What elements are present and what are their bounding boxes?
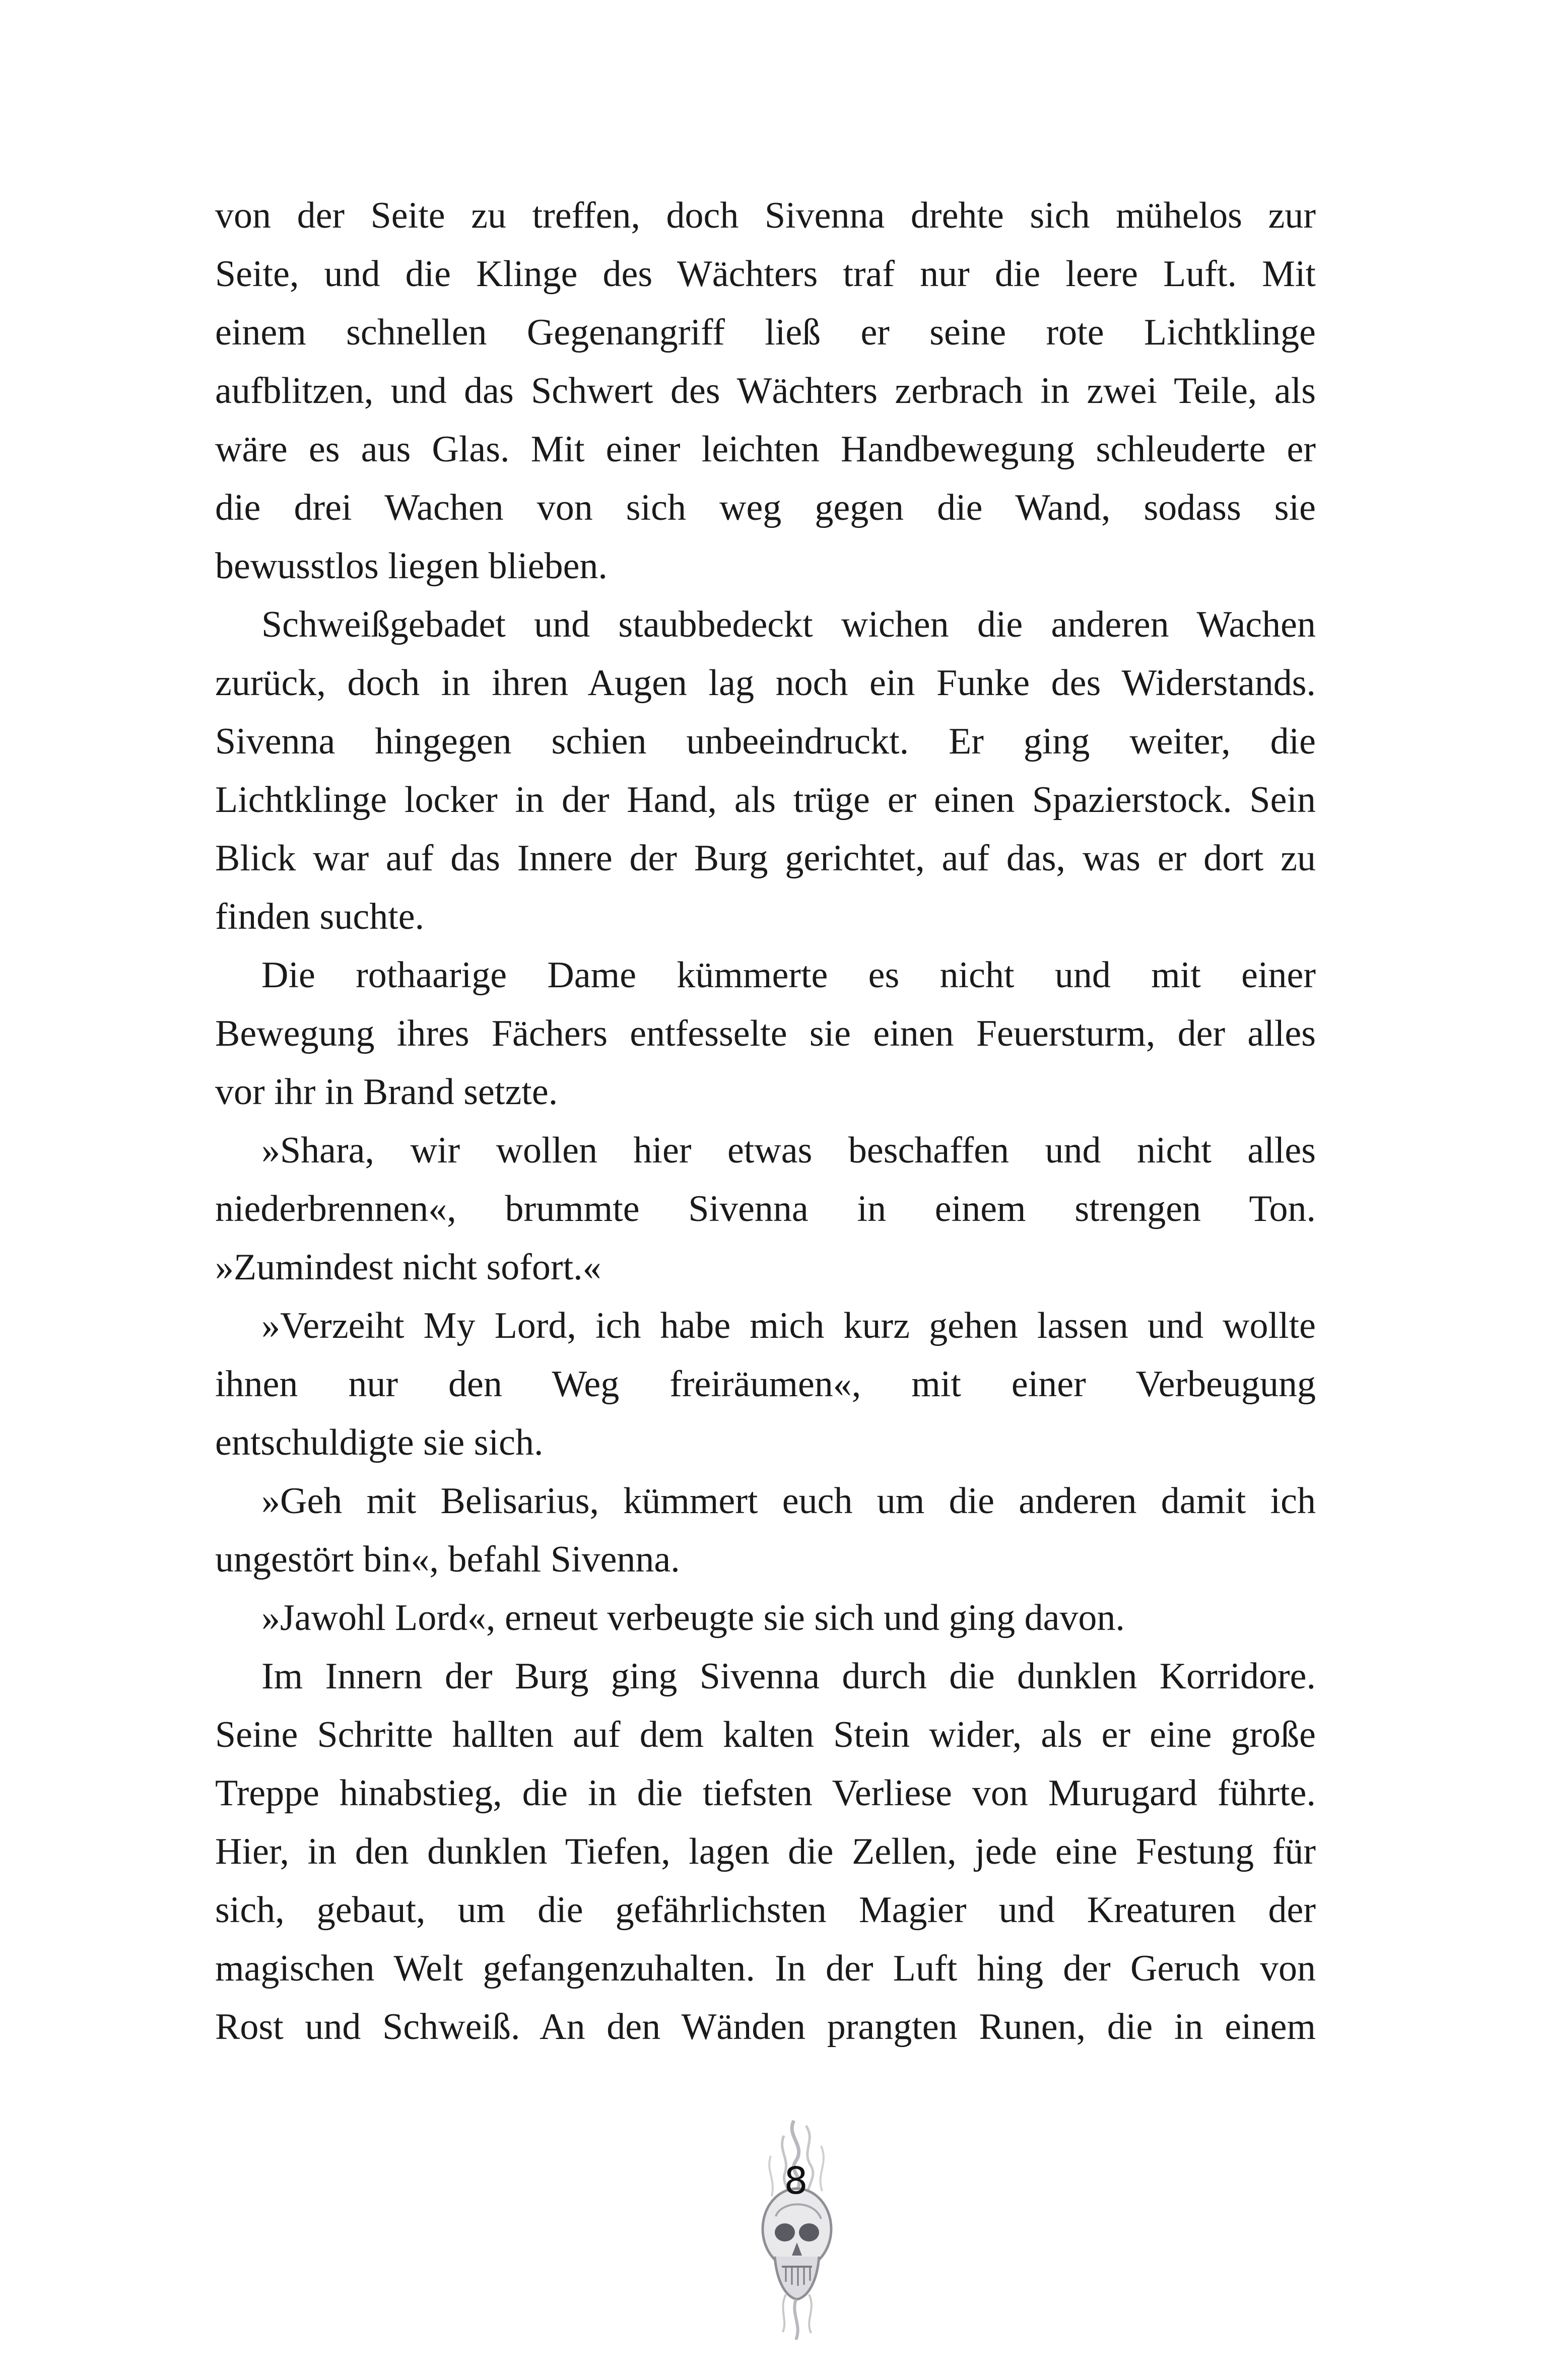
- text-line: finden suchte.: [215, 896, 425, 937]
- text-line: von der Seite zu treffen, doch Sivenna drehte sich mühelos zur: [215, 195, 1316, 236]
- text-line: vor ihr in Brand setzte.: [215, 1071, 558, 1113]
- text-line: »Geh mit Belisarius, kümmert euch um die anderen damit ich: [261, 1480, 1316, 1522]
- skull-with-smoke-icon: [746, 2116, 846, 2347]
- text-line: magischen Welt gefangenzuhalten. In der Luft hing der Geruch von: [215, 1948, 1316, 1989]
- text-line: Schweißgebadet und staubbedeckt wichen die anderen Wachen: [261, 604, 1316, 645]
- text-line: die drei Wachen von sich weg gegen die Wand, sodass sie: [215, 487, 1316, 528]
- text-line: sich, gebaut, um die gefährlichsten Magier und Kreaturen der: [215, 1889, 1316, 1931]
- text-line: wäre es aus Glas. Mit einer leichten Handbewegung schleuderte er: [215, 429, 1316, 470]
- page-number: 8: [784, 2159, 808, 2203]
- text-line: einem schnellen Gegenangriff ließ er seine rote Lichtklinge: [215, 312, 1316, 353]
- text-line: »Shara, wir wollen hier etwas beschaffen und nicht alles: [261, 1130, 1316, 1171]
- text-line: ihnen nur den Weg freiräumen«, mit einer Verbeugung: [215, 1364, 1316, 1405]
- text-line: ungestört bin«, befahl Sivenna.: [215, 1539, 680, 1580]
- body-text: [215, 186, 1316, 2056]
- text-line: »Zumindest nicht sofort.«: [215, 1247, 601, 1288]
- text-line: entschuldigte sie sich.: [215, 1422, 544, 1463]
- text-line: Die rothaarige Dame kümmerte es nicht und mit einer: [261, 955, 1316, 996]
- text-line: Bewegung ihres Fächers entfesselte sie einen Feuersturm, der alles: [215, 1013, 1316, 1054]
- text-line: Blick war auf das Innere der Burg gerichtet, auf das, was er dort zu: [215, 838, 1316, 879]
- text-line: bewusstlos liegen blieben.: [215, 546, 608, 587]
- text-line: Im Innern der Burg ging Sivenna durch die dunklen Korridore.: [261, 1656, 1316, 1697]
- text-line: »Verzeiht My Lord, ich habe mich kurz gehen lassen und wollte: [261, 1305, 1316, 1346]
- text-line: Lichtklinge locker in der Hand, als trüge er einen Spazierstock. Sein: [215, 779, 1316, 821]
- text-line: Seine Schritte hallten auf dem kalten Stein wider, als er eine große: [215, 1714, 1316, 1755]
- text-line: zurück, doch in ihren Augen lag noch ein Funke des Widerstands.: [215, 662, 1316, 704]
- text-line: niederbrennen«, brummte Sivenna in einem strengen Ton.: [215, 1188, 1316, 1230]
- text-line: »Jawohl Lord«, erneut verbeugte sie sich und ging davon.: [261, 1597, 1125, 1639]
- page-footer: [746, 2116, 846, 2347]
- text-line: Hier, in den dunklen Tiefen, lagen die Zellen, jede eine Festung für: [215, 1831, 1316, 1872]
- text-line: Seite, und die Klinge des Wächters traf nur die leere Luft. Mit: [215, 253, 1316, 295]
- text-line: Rost und Schweiß. An den Wänden prangten Runen, die in einem: [215, 2006, 1316, 2048]
- text-line: Treppe hinabstieg, die in die tiefsten Verliese von Murugard führte.: [215, 1773, 1316, 1814]
- text-line: aufblitzen, und das Schwert des Wächters zerbrach in zwei Teile, als: [215, 370, 1316, 412]
- text-line: Sivenna hingegen schien unbeeindruckt. Er ging weiter, die: [215, 721, 1316, 762]
